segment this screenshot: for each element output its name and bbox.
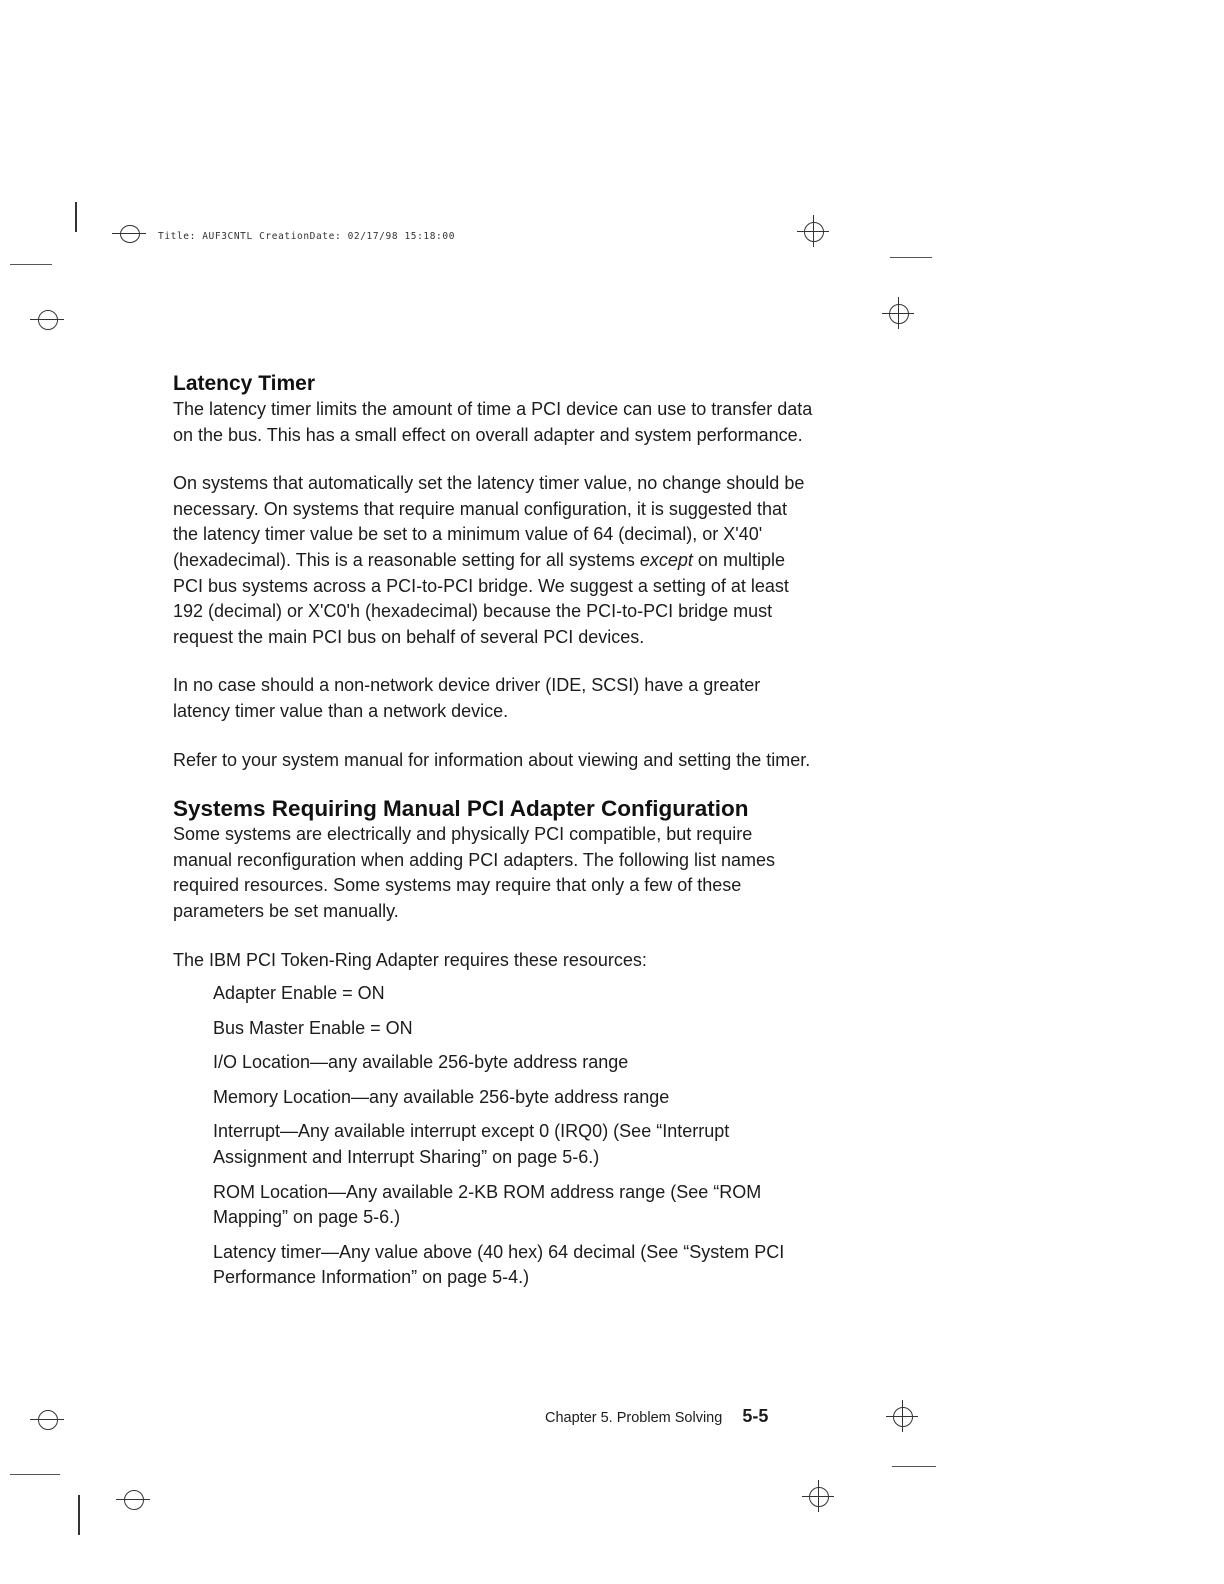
registration-mark [112, 225, 148, 243]
resource-list [213, 981, 813, 1291]
paragraph: Refer to your system manual for information about viewing and setting the timer. [173, 749, 811, 770]
document-header: Title: AUF3CNTL CreationDate: 02/17/98 15:18:00 [158, 231, 456, 242]
crop-mark [10, 264, 52, 265]
crosshair-mark [802, 1480, 834, 1512]
list-item: Adapter Enable = ON [213, 983, 385, 1004]
paragraph-text: On systems that automatically set the latency timer value, no change should be necessary. On systems that require manual configuration, it is suggested that the latency timer value be set to a minimum value of 64 (decimal), or X'40' (hexadecimal). This is a reasonable setting for all systems [173, 473, 805, 570]
list-item: Latency timer—Any value above (40 hex) 64 decimal (See “System PCI Performance Information” on page 5-4.) [213, 1241, 785, 1288]
crop-mark [78, 1495, 80, 1535]
section-heading-latency-timer: Latency Timer [173, 372, 316, 395]
crop-mark [75, 202, 77, 232]
registration-mark [30, 1410, 66, 1430]
list-intro: The IBM PCI Token-Ring Adapter requires these resources: [173, 949, 647, 970]
crop-mark [10, 1474, 60, 1475]
registration-mark [116, 1490, 152, 1510]
paragraph: In no case should a non-network device driver (IDE, SCSI) have a greater latency timer value than a network device. [173, 675, 761, 721]
crop-mark [890, 257, 932, 258]
emphasis-text: except [639, 549, 693, 570]
list-item: Memory Location—any available 256-byte address range [213, 1086, 670, 1107]
crosshair-mark [886, 1400, 918, 1432]
list-item: Interrupt—Any available interrupt except 0 (IRQ0) (See “Interrupt Assignment and Interrupt Sharing” on page 5-6.) [213, 1121, 730, 1168]
list-item: ROM Location—Any available 2-KB ROM address range (See “ROM Mapping” on page 5-6.) [213, 1181, 762, 1228]
crop-mark [892, 1466, 936, 1467]
list-item: I/O Location—any available 256-byte address range [213, 1052, 629, 1073]
list-item: Bus Master Enable = ON [213, 1017, 413, 1038]
paragraph [173, 471, 813, 650]
section-heading-manual-config: Systems Requiring Manual PCI Adapter Configuration [173, 796, 749, 822]
page-content [173, 370, 813, 1300]
paragraph-text: on multiple PCI bus systems across a PCI-to-PCI bridge. We suggest a setting of at least 192 (decimal) or X'C0'h (hexadecimal) because the PCI-to-PCI bridge must request the main PCI bus on behalf of several PCI devices. [173, 549, 789, 647]
page-number: 5-5 [742, 1406, 769, 1426]
page-footer [545, 1406, 768, 1427]
paragraph: Some systems are electrically and physically PCI compatible, but require manual reconfiguration when adding PCI adapters. The following list names required resources. Some systems may require that only a few of these parameters be set manually. [173, 824, 776, 921]
paragraph: The latency timer limits the amount of time a PCI device can use to transfer data on the bus. This has a small effect on overall adapter and system performance. [173, 399, 813, 445]
crosshair-mark [882, 297, 914, 329]
chapter-title: Chapter 5. Problem Solving [545, 1410, 723, 1426]
registration-mark [30, 310, 66, 330]
crosshair-mark [797, 215, 829, 247]
